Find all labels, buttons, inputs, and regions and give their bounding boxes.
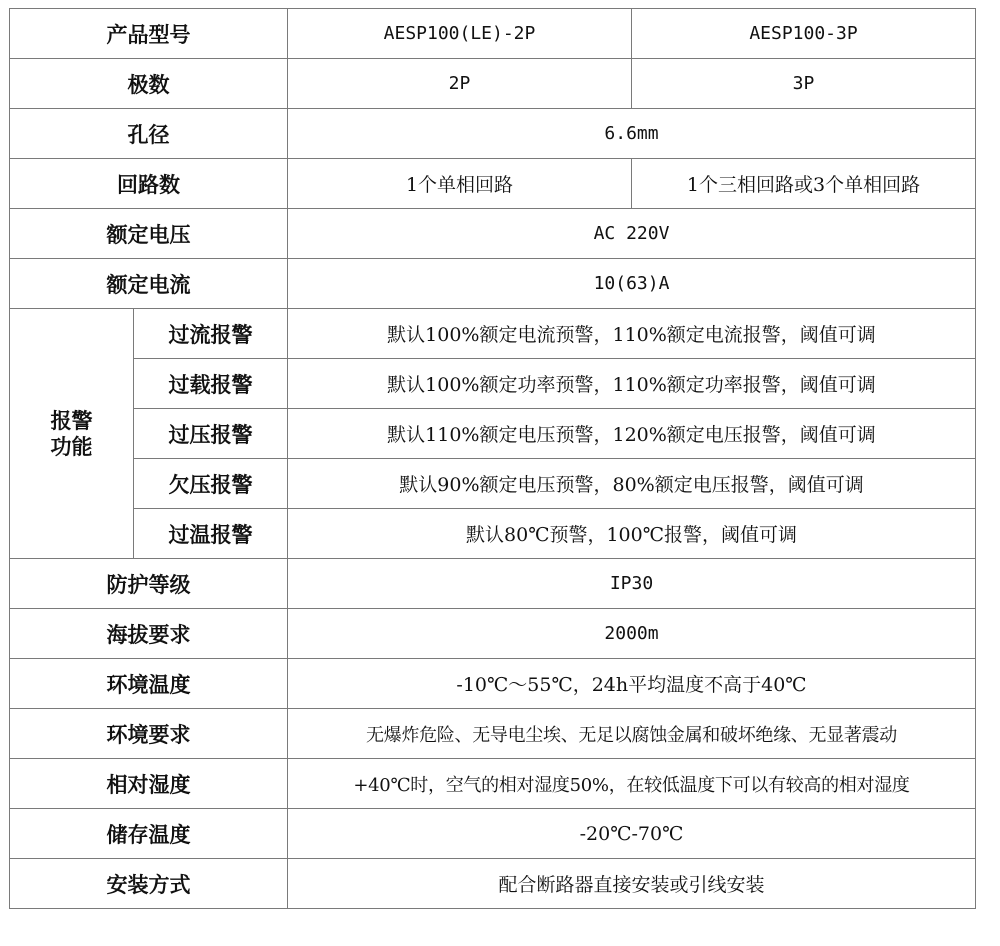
- altitude-value: 2000m: [288, 609, 976, 659]
- alarm-overload-label: 过载报警: [134, 359, 288, 409]
- bore-value: 6.6mm: [288, 109, 976, 159]
- storage-temp-label: 储存温度: [10, 809, 288, 859]
- alarm-function-label-line1: 报警: [50, 408, 93, 433]
- table-row-poles: [10, 59, 976, 109]
- table-row-protection: [10, 559, 976, 609]
- environment-label: 环境要求: [10, 709, 288, 759]
- humidity-label: 相对湿度: [10, 759, 288, 809]
- table-row-alarm-overcurrent: [10, 309, 976, 359]
- environment-value: 无爆炸危险、无导电尘埃、无足以腐蚀金属和破坏绝缘、无显著震动: [288, 709, 976, 759]
- installation-value: 配合断路器直接安装或引线安装: [288, 859, 976, 909]
- table-row-ambient-temp: [10, 659, 976, 709]
- circuits-label: 回路数: [10, 159, 288, 209]
- alarm-undervoltage-label: 欠压报警: [134, 459, 288, 509]
- table-row-rated-voltage: [10, 209, 976, 259]
- alarm-overcurrent-label: 过流报警: [134, 309, 288, 359]
- circuits-value-3p: 1个三相回路或3个单相回路: [632, 159, 976, 209]
- table-row-alarm-overtemp: [10, 509, 976, 559]
- table-row-storage-temp: [10, 809, 976, 859]
- rated-voltage-value: AC 220V: [288, 209, 976, 259]
- table-row-installation: [10, 859, 976, 909]
- alarm-undervoltage-value: 默认90%额定电压预警，80%额定电压报警，阈值可调: [288, 459, 976, 509]
- poles-value-2p: 2P: [288, 59, 632, 109]
- alarm-function-label-line2: 功能: [50, 434, 93, 459]
- rated-current-value: 10(63)A: [288, 259, 976, 309]
- poles-label: 极数: [10, 59, 288, 109]
- alarm-overcurrent-value: 默认100%额定电流预警，110%额定电流报警，阈值可调: [288, 309, 976, 359]
- alarm-overvoltage-label: 过压报警: [134, 409, 288, 459]
- humidity-value: +40℃时，空气的相对湿度50%，在较低温度下可以有较高的相对湿度: [288, 759, 976, 809]
- model-label: 产品型号: [10, 9, 288, 59]
- altitude-label: 海拔要求: [10, 609, 288, 659]
- protection-label: 防护等级: [10, 559, 288, 609]
- bore-label: 孔径: [10, 109, 288, 159]
- table-row-circuits: [10, 159, 976, 209]
- alarm-overtemp-value: 默认80℃预警，100℃报警，阈值可调: [288, 509, 976, 559]
- alarm-overvoltage-value: 默认110%额定电压预警，120%额定电压报警，阈值可调: [288, 409, 976, 459]
- model-value-2p: AESP100(LE)-2P: [288, 9, 632, 59]
- ambient-temp-label: 环境温度: [10, 659, 288, 709]
- circuits-value-2p: 1个单相回路: [288, 159, 632, 209]
- table-row-bore: [10, 109, 976, 159]
- rated-current-label: 额定电流: [10, 259, 288, 309]
- alarm-overload-value: 默认100%额定功率预警，110%额定功率报警，阈值可调: [288, 359, 976, 409]
- spec-sheet: [9, 8, 975, 934]
- ambient-temp-value: -10℃～55℃，24h平均温度不高于40℃: [288, 659, 976, 709]
- table-row-altitude: [10, 609, 976, 659]
- table-row-alarm-overvoltage: [10, 409, 976, 459]
- table-row-environment: [10, 709, 976, 759]
- table-row-alarm-overload: [10, 359, 976, 409]
- protection-value: IP30: [288, 559, 976, 609]
- poles-value-3p: 3P: [632, 59, 976, 109]
- table-row-rated-current: [10, 259, 976, 309]
- model-value-3p: AESP100-3P: [632, 9, 976, 59]
- storage-temp-value: -20℃-70℃: [288, 809, 976, 859]
- installation-label: 安装方式: [10, 859, 288, 909]
- alarm-overtemp-label: 过温报警: [134, 509, 288, 559]
- rated-voltage-label: 额定电压: [10, 209, 288, 259]
- table-row-alarm-undervoltage: [10, 459, 976, 509]
- spec-table: [9, 8, 976, 909]
- table-row-humidity: [10, 759, 976, 809]
- table-row-model: [10, 9, 976, 59]
- alarm-function-label: [10, 309, 134, 559]
